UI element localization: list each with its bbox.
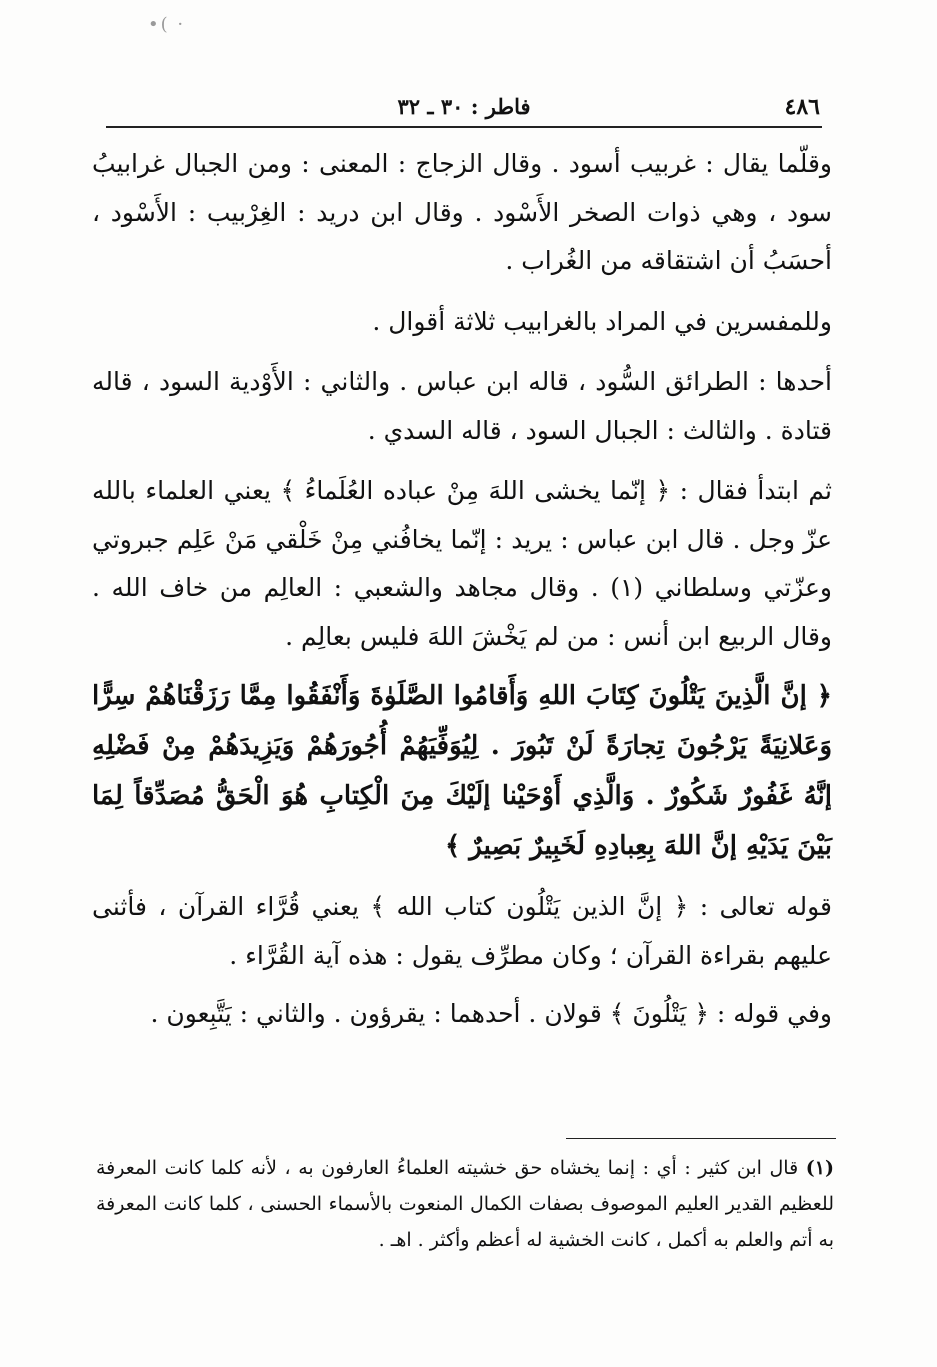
- paragraph-qurra: قوله تعالى : ﴿ إنَّ الذين يَتْلُون كتاب الله ﴾ يعني قُرَّاء القرآن ، فأثنى عليهم بقراءة القرآن ؛ وكان مطرِّف يقول : هذه آية القُرَّاء .: [92, 892, 832, 970]
- main-text: [92, 140, 832, 1039]
- paragraph-gharabib: وقلّما يقال : غربيب أسود . وقال الزجاج : المعنى : ومن الجبال غرابيبُ سود ، وهي ذوات الصخر الأَسْود . وقال ابن دريد : الغِرْبيب : الأَسْود ، أحسَبُ أن اشتقاقه من الغُراب .: [92, 149, 832, 275]
- header-rule: [106, 126, 822, 128]
- running-head: فاطر : ٣٠ ـ ٣٢: [397, 94, 531, 119]
- footnote-text: قال ابن كثير : أي : إنما يخشاه حق خشيته العلماءُ العارفون به ، لأنه كلما كانت المعرفة للعظيم القدير العليم الموصوف بصفات الكمال المنعوت بالأسماء الحسنى ، كلما كانت المعرفة به أتم والعلم به أكمل ، كانت الخشية له أعظم وأكثر . اهـ .: [96, 1157, 834, 1251]
- footnote-1: [96, 1150, 834, 1258]
- footnote-marker: (١): [805, 1157, 834, 1179]
- page-number: ٤٨٦: [784, 94, 820, 120]
- quran-verse: ﴿ إنَّ الَّذِينَ يَتْلُونَ كِتَابَ اللهِ وَأَقامُوا الصَّلَوٰةَ وَأَنْفَقُوا مِمَّا رَزَقْنَاهُمْ سِرًّا وَعَلانِيَةً يَرْجُونَ تِجارَةً لَنْ تَبُورَ . لِيُوَفِّيَهُمْ أُجُورَهُمْ وَيَزِيدَهُمْ مِنْ فَضْلِهِ إنَّهُ غَفُورٌ شَكُورٌ . وَالَّذِي أَوْحَيْنا إلَيْكَ مِنَ الْكِتابِ هُوَ الْحَقُّ مُصَدِّقاً لِمَا بَيْنَ يَدَيْهِ إنَّ اللهَ بِعِبادِهِ لَخَبِيرٌ بَصِيرٌ ﴾: [92, 681, 832, 861]
- footnotes: [96, 1150, 834, 1258]
- paragraph-ulama: ثم ابتدأ فقال : ﴿ إنّما يخشى اللهَ مِنْ عباده العُلَماءُ ﴾ يعني العلماء بالله عزّ وجل . قال ابن عباس : يريد : إنّما يخافُني مِنْ خَلْقي مَنْ عَلِم جبروتي وعزّتي وسلطاني (١) . وقال مجاهد والشعبي : العالِم من خاف الله . وقال الربيع ابن أنس : من لم يَخْشَ اللهَ فليس بعالِم .: [92, 476, 832, 651]
- footnote-rule: [566, 1138, 836, 1139]
- scan-artifact: •( ·: [148, 14, 186, 35]
- paragraph-yatlun: وفي قوله : ﴿ يَتْلُونَ ﴾ قولان . أحدهما : يقرؤون . والثاني : يَتَّبِعون .: [150, 999, 832, 1028]
- paragraph-mufassirin: وللمفسرين في المراد بالغرابيب ثلاثة أقوال .: [372, 306, 832, 336]
- paragraph-three-sayings: أحدها : الطرائق السُّود ، قاله ابن عباس . والثاني : الأَوْدية السود ، قاله قتادة . والثالث : الجبال السود ، قاله السدي .: [92, 367, 832, 445]
- page-header: [108, 94, 820, 124]
